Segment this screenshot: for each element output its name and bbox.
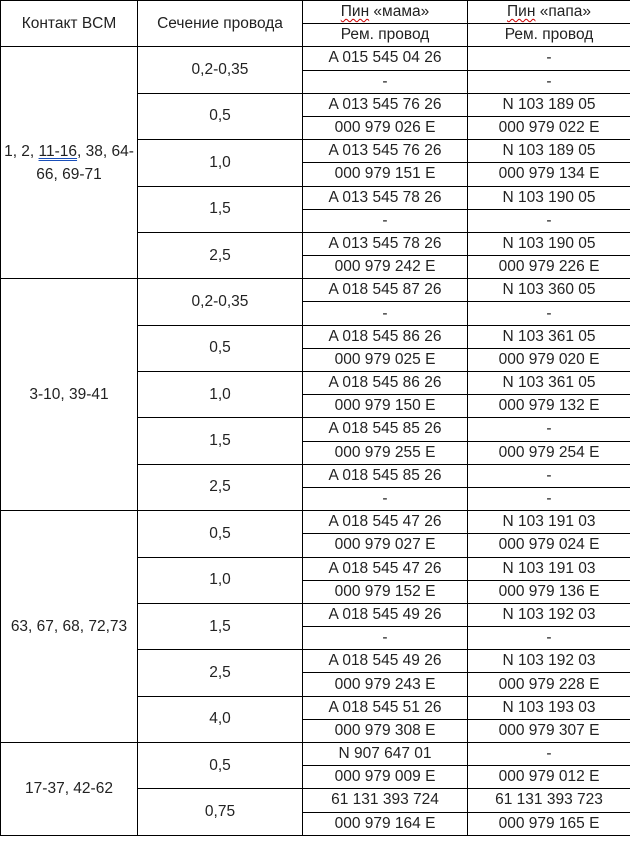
female-pin-cell: A 013 545 78 26	[303, 186, 468, 209]
contact-text: , 38, 64-66, 69-71	[36, 142, 134, 183]
male-pin-cell: -	[468, 209, 630, 232]
section-cell: 0,2-0,35	[138, 279, 303, 325]
section-cell: 1,5	[138, 186, 303, 232]
female-pin-cell: A 018 545 86 26	[303, 325, 468, 348]
male-pin-cell: N 103 361 05	[468, 325, 630, 348]
female-pin-cell: A 018 545 85 26	[303, 464, 468, 487]
header-contact: Контакт BCM	[1, 1, 138, 47]
male-pin-cell: 000 979 165 E	[468, 812, 630, 835]
male-pin-cell: 000 979 136 E	[468, 580, 630, 603]
male-pin-cell: 000 979 228 E	[468, 673, 630, 696]
female-pin-cell: A 018 545 51 26	[303, 696, 468, 719]
contact-cell	[1, 279, 138, 511]
female-pin-cell: 000 979 009 E	[303, 766, 468, 789]
female-pin-cell: A 013 545 78 26	[303, 232, 468, 255]
male-pin-cell: -	[468, 418, 630, 441]
contact-text: 3-10, 39-41	[29, 386, 109, 404]
section-cell: 0,2-0,35	[138, 47, 303, 93]
section-cell: 0,75	[138, 789, 303, 835]
table-row	[1, 47, 630, 70]
male-pin-cell: -	[468, 464, 630, 487]
table-row	[1, 511, 630, 534]
female-pin-cell: 000 979 308 E	[303, 719, 468, 742]
male-pin-cell: N 103 191 03	[468, 557, 630, 580]
section-cell: 2,5	[138, 232, 303, 278]
header-female-pin	[303, 1, 468, 24]
male-pin-cell: N 103 193 03	[468, 696, 630, 719]
male-pin-cell: 000 979 132 E	[468, 395, 630, 418]
contact-cell	[1, 47, 138, 279]
contact-cell	[1, 511, 138, 743]
female-pin-cell: 000 979 164 E	[303, 812, 468, 835]
female-pin-cell: 000 979 026 E	[303, 116, 468, 139]
section-cell: 1,0	[138, 140, 303, 186]
female-pin-cell: A 018 545 85 26	[303, 418, 468, 441]
female-pin-cell: A 018 545 49 26	[303, 603, 468, 626]
male-pin-cell: N 103 190 05	[468, 186, 630, 209]
male-pin-cell: N 103 360 05	[468, 279, 630, 302]
subheader-male: Рем. провод	[468, 24, 630, 47]
female-pin-cell: A 018 545 49 26	[303, 650, 468, 673]
female-pin-cell: A 018 545 47 26	[303, 557, 468, 580]
male-pin-cell: -	[468, 743, 630, 766]
contact-text: 63, 67, 68, 72,73	[10, 618, 128, 636]
male-pin-cell: N 103 192 03	[468, 650, 630, 673]
male-pin-cell: 61 131 393 723	[468, 789, 630, 812]
section-cell: 0,5	[138, 325, 303, 371]
male-pin-cell: 000 979 020 E	[468, 348, 630, 371]
male-pin-cell: -	[468, 487, 630, 510]
female-pin-cell: A 018 545 87 26	[303, 279, 468, 302]
section-cell: 4,0	[138, 696, 303, 742]
male-pin-cell: -	[468, 47, 630, 70]
female-pin-cell: A 018 545 47 26	[303, 511, 468, 534]
male-pin-cell: N 103 189 05	[468, 140, 630, 163]
male-pin-cell: 000 979 134 E	[468, 163, 630, 186]
header-male-pin	[468, 1, 630, 24]
section-cell: 2,5	[138, 464, 303, 510]
female-pin-cell: 000 979 243 E	[303, 673, 468, 696]
female-pin-cell: -	[303, 70, 468, 93]
section-cell: 1,5	[138, 418, 303, 464]
female-pin-cell: 000 979 027 E	[303, 534, 468, 557]
female-pin-cell: A 013 545 76 26	[303, 93, 468, 116]
male-pin-cell: 000 979 226 E	[468, 256, 630, 279]
male-pin-cell: 000 979 307 E	[468, 719, 630, 742]
section-cell: 2,5	[138, 650, 303, 696]
subheader-female: Рем. провод	[303, 24, 468, 47]
female-pin-cell: -	[303, 487, 468, 510]
male-pin-cell: -	[468, 302, 630, 325]
female-pin-cell: 61 131 393 724	[303, 789, 468, 812]
male-pin-cell: -	[468, 627, 630, 650]
female-pin-cell: -	[303, 302, 468, 325]
male-pin-cell: 000 979 254 E	[468, 441, 630, 464]
section-cell: 0,5	[138, 743, 303, 789]
contact-cell	[1, 743, 138, 836]
table-row	[1, 279, 630, 302]
male-pin-cell: N 103 192 03	[468, 603, 630, 626]
female-pin-cell: A 013 545 76 26	[303, 140, 468, 163]
table-row	[1, 743, 630, 766]
male-pin-cell: N 103 361 05	[468, 372, 630, 395]
header-female-pin-rest: «мама»	[369, 3, 430, 21]
header-female-pin-word: Пин	[340, 3, 370, 21]
male-pin-cell: 000 979 012 E	[468, 766, 630, 789]
male-pin-cell: N 103 191 03	[468, 511, 630, 534]
section-cell: 1,0	[138, 372, 303, 418]
section-cell: 1,5	[138, 603, 303, 649]
female-pin-cell: -	[303, 209, 468, 232]
female-pin-cell: 000 979 151 E	[303, 163, 468, 186]
contact-text: 1, 2,	[4, 142, 39, 160]
female-pin-cell: 000 979 152 E	[303, 580, 468, 603]
male-pin-cell: N 103 190 05	[468, 232, 630, 255]
female-pin-cell: 000 979 150 E	[303, 395, 468, 418]
contact-text: 17-37, 42-62	[25, 780, 113, 798]
section-cell: 0,5	[138, 93, 303, 139]
header-row	[1, 1, 630, 24]
section-cell: 1,0	[138, 557, 303, 603]
header-section: Сечение провода	[138, 1, 303, 47]
female-pin-cell: -	[303, 627, 468, 650]
male-pin-cell: N 103 189 05	[468, 93, 630, 116]
male-pin-cell: 000 979 024 E	[468, 534, 630, 557]
female-pin-cell: A 018 545 86 26	[303, 372, 468, 395]
female-pin-cell: 000 979 025 E	[303, 348, 468, 371]
table-body	[1, 47, 630, 835]
female-pin-cell: 000 979 242 E	[303, 256, 468, 279]
male-pin-cell: 000 979 022 E	[468, 116, 630, 139]
header-male-pin-word: Пин	[507, 3, 536, 21]
header-male-pin-rest: «папа»	[535, 3, 591, 21]
section-cell: 0,5	[138, 511, 303, 557]
female-pin-cell: 000 979 255 E	[303, 441, 468, 464]
female-pin-cell: A 015 545 04 26	[303, 47, 468, 70]
female-pin-cell: N 907 647 01	[303, 743, 468, 766]
contact-text: 11-16	[38, 142, 78, 160]
male-pin-cell: -	[468, 70, 630, 93]
